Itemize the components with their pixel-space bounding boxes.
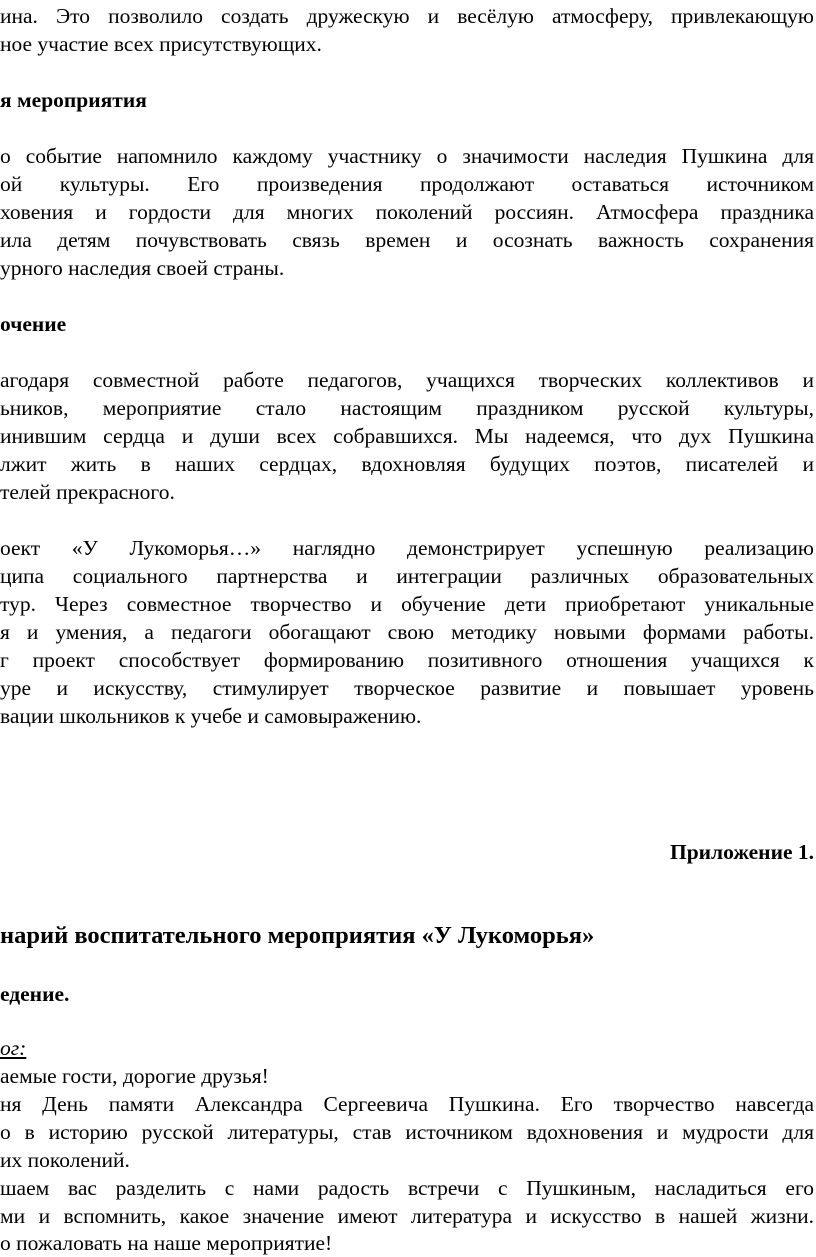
paragraph-line: инившим сердца и души всех собравшихся. Мы надеемся, что дух Пушкина xyxy=(0,424,814,448)
paragraph-line: я и умения, а педагоги обогащают свою методику новыми формами работы. xyxy=(0,620,814,644)
paragraph-line: ина. Это позволило создать дружескую и весёлую атмосферу, привлекающую xyxy=(0,4,814,28)
paragraph-line: телей прекрасного. xyxy=(0,480,175,504)
section-heading: очение xyxy=(0,312,67,336)
paragraph-line: уре и искусству, стимулирует творческое развитие и повышает уровень xyxy=(0,676,814,700)
paragraph-line: аемые гости, дорогие друзья! xyxy=(0,1064,269,1088)
paragraph-line: шаем вас разделить с нами радость встречи с Пушкиным, насладиться его xyxy=(0,1176,814,1200)
paragraph-line: тур. Через совместное творчество и обучение дети приобретают уникальные xyxy=(0,592,814,616)
paragraph-line: ное участие всех присутствующих. xyxy=(0,32,322,56)
paragraph-line: г проект способствует формированию позитивного отношения учащихся к xyxy=(0,648,814,672)
paragraph-line: о в историю русской литературы, став источником вдохновения и мудрости для xyxy=(0,1120,814,1144)
paragraph-line: урного наследия своей страны. xyxy=(0,256,285,280)
paragraph-line: лжит жить в наших сердцах, вдохновляя будущих поэтов, писателей и xyxy=(0,452,814,476)
section-heading: я мероприятия xyxy=(0,88,147,112)
paragraph-line: оект «У Лукоморья…» наглядно демонстрирует успешную реализацию xyxy=(0,536,814,560)
paragraph-line: ня День памяти Александра Сергеевича Пушкина. Его творчество навсегда xyxy=(0,1092,814,1116)
speaker-label: ог: xyxy=(0,1036,27,1060)
paragraph-line: о событие напомнило каждому участнику о значимости наследия Пушкина для xyxy=(0,144,814,168)
paragraph-line: агодаря совместной работе педагогов, учащихся творческих коллективов и xyxy=(0,368,814,392)
section-heading: едение. xyxy=(0,982,70,1006)
paragraph-line: ила детям почувствовать связь времен и осознать важность сохранения xyxy=(0,228,814,252)
paragraph-line: ми и вспомнить, какое значение имеют литература и искусство в нашей жизни. xyxy=(0,1204,814,1228)
paragraph-line: ховения и гордости для многих поколений россиян. Атмосфера праздника xyxy=(0,200,814,224)
paragraph-line: о пожаловать на наше мероприятие! xyxy=(0,1231,333,1255)
paragraph-line: их поколений. xyxy=(0,1148,130,1172)
paragraph-line: вации школьников к учебе и самовыражению. xyxy=(0,704,422,728)
appendix-label: Приложение 1. xyxy=(669,840,814,864)
paragraph-line: ьников, мероприятие стало настоящим праздником русской культуры, xyxy=(0,396,814,420)
paragraph-line: ой культуры. Его произведения продолжают оставаться источником xyxy=(0,172,814,196)
document-title: нарий воспитательного мероприятия «У Лукоморья» xyxy=(0,922,595,949)
paragraph-line: ципа социального партнерства и интеграции различных образовательных xyxy=(0,564,814,588)
